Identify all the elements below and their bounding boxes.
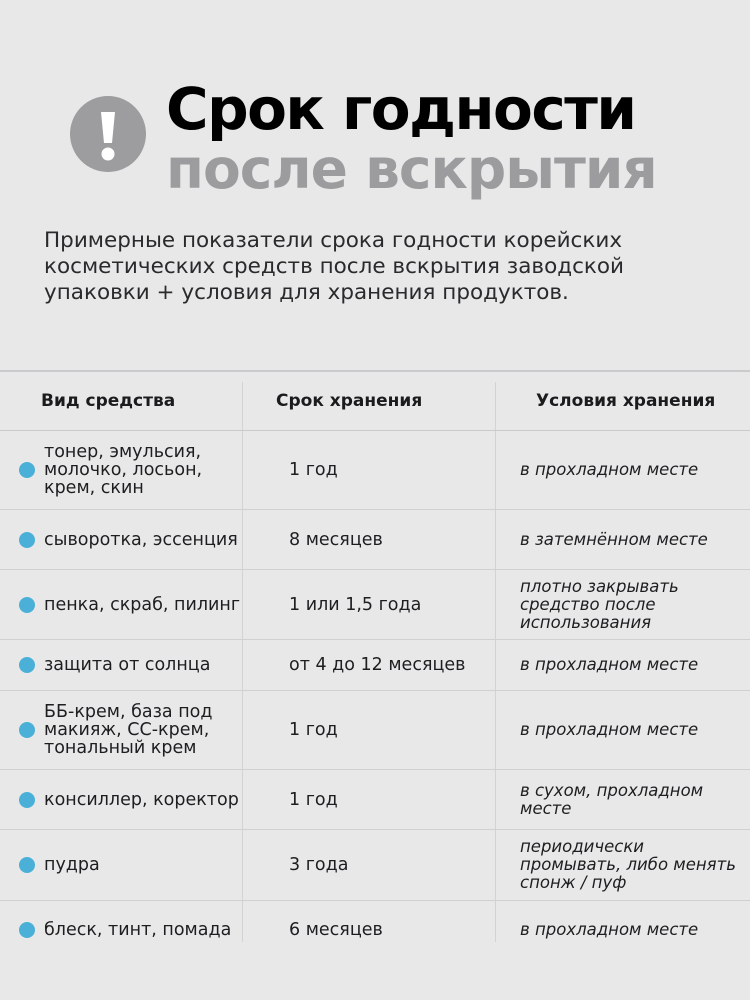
- product-type: пудра: [44, 855, 100, 875]
- table-row: [0, 569, 750, 639]
- product-type: консиллер, коректор: [44, 789, 239, 810]
- shelf-life: от 4 до 12 месяцев: [289, 655, 466, 675]
- table-row: [0, 639, 750, 690]
- shelf-life: 3 года: [289, 855, 349, 875]
- table-row: [0, 900, 750, 959]
- storage-condition: в прохладном месте: [520, 920, 699, 939]
- bullet-icon: [19, 532, 35, 548]
- storage-condition: в сухом, прохладном месте: [520, 780, 704, 818]
- page-subtitle: после вскрытия: [166, 137, 657, 201]
- column-header-term: Срок хранения: [276, 391, 423, 411]
- bullet-icon: [19, 657, 35, 673]
- bullet-icon: [19, 722, 35, 738]
- shelf-life: 1 год: [289, 460, 338, 480]
- table-row: [0, 509, 750, 569]
- column-header-type: Вид средства: [41, 391, 176, 411]
- table-header: [0, 370, 750, 431]
- header: [0, 0, 750, 210]
- storage-condition: в затемнённом месте: [520, 529, 708, 549]
- bullet-icon: [19, 922, 35, 938]
- shelf-life: 1 или 1,5 года: [289, 594, 422, 615]
- bullet-icon: [19, 462, 35, 478]
- storage-condition: плотно закрывать средство после использования: [520, 576, 679, 632]
- storage-condition: в прохладном месте: [520, 460, 699, 479]
- storage-condition: в прохладном месте: [520, 655, 699, 674]
- product-type: тонер, эмульсия, молочко, лосьон, крем, скин: [44, 442, 203, 498]
- shelf-life: 1 год: [289, 720, 338, 740]
- shelf-life: 6 месяцев: [289, 920, 383, 940]
- storage-condition: периодически промывать, либо менять спонж / пуф: [520, 837, 736, 892]
- product-type: ББ-крем, база под макияж, СС-крем, тональный крем: [44, 702, 213, 758]
- table-row: [0, 769, 750, 829]
- table-row: [0, 431, 750, 509]
- shelf-life: 1 год: [289, 789, 338, 810]
- product-type: блеск, тинт, помада: [44, 920, 232, 940]
- product-type: сыворотка, эссенция: [44, 529, 238, 550]
- exclamation-icon: [70, 96, 146, 172]
- shelf-life-table: [0, 370, 750, 959]
- bullet-icon: [19, 792, 35, 808]
- bullet-icon: [19, 597, 35, 613]
- table-row: [0, 690, 750, 769]
- bullet-icon: [19, 857, 35, 873]
- storage-condition: в прохладном месте: [520, 720, 699, 739]
- product-type: пенка, скраб, пилинг: [44, 594, 241, 615]
- intro-text: Примерные показатели срока годности корейских косметических средств после вскрытия заводской упаковки + условия для хранения продуктов.: [44, 228, 625, 305]
- table-row: [0, 829, 750, 900]
- column-header-conditions: Условия хранения: [536, 391, 716, 411]
- product-type: защита от солнца: [44, 655, 211, 675]
- shelf-life: 8 месяцев: [289, 529, 383, 550]
- page-title: Срок годности: [166, 75, 636, 143]
